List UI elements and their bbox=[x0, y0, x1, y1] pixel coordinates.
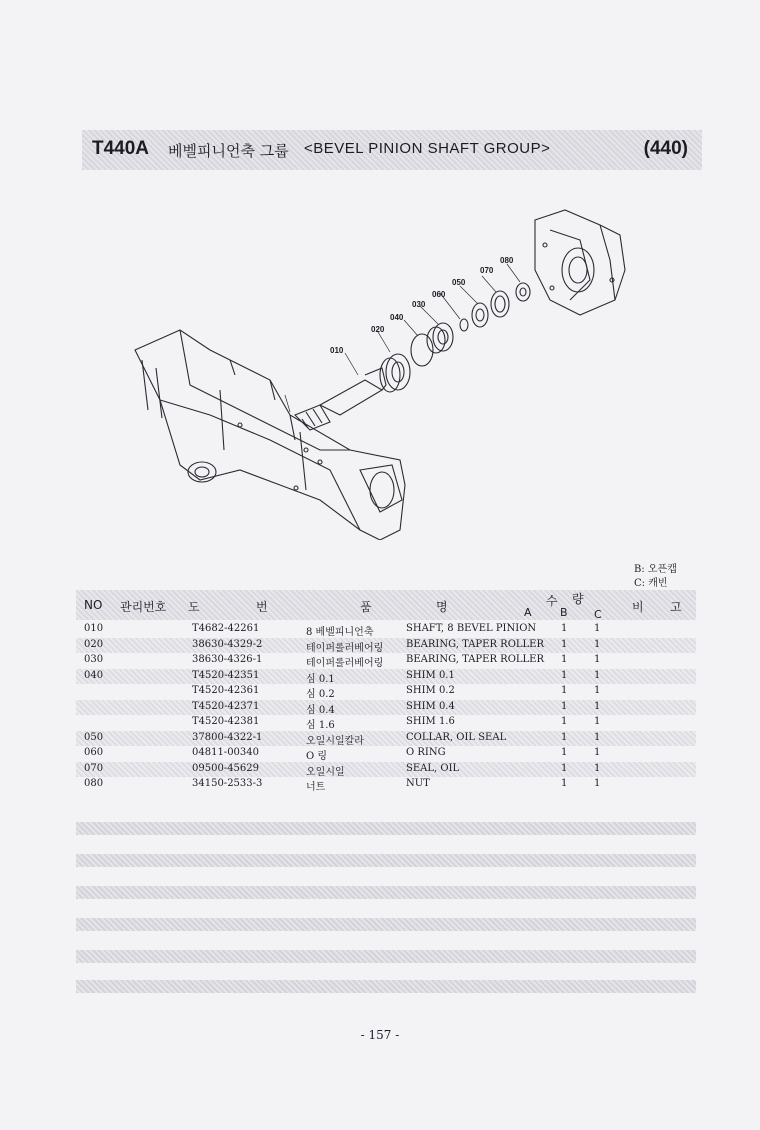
table-row bbox=[76, 777, 696, 792]
row-qty-b: 1 bbox=[561, 638, 568, 650]
table-row bbox=[76, 731, 696, 746]
row-qty-c: 1 bbox=[594, 685, 601, 696]
row-no: 030 bbox=[84, 654, 104, 665]
header-col-a: A bbox=[524, 606, 532, 619]
row-part-number: T4520-42361 bbox=[192, 685, 260, 696]
row-no: 010 bbox=[84, 623, 104, 634]
table-row bbox=[76, 746, 696, 761]
empty-row bbox=[76, 886, 696, 899]
row-qty-b: 1 bbox=[561, 700, 568, 712]
empty-row bbox=[76, 950, 696, 963]
callout-080: 080 bbox=[500, 256, 514, 265]
group-title-english: <BEVEL PINION SHAFT GROUP> bbox=[304, 140, 551, 157]
bevel-pinion-shaft bbox=[320, 380, 382, 415]
nut-080 bbox=[516, 283, 530, 301]
table-row bbox=[76, 622, 696, 637]
header-remarks-bi: 비 bbox=[632, 600, 644, 614]
row-name-korean: 8 베벨피니언축 bbox=[306, 627, 374, 638]
row-part-number: 37800-4322-1 bbox=[192, 731, 263, 743]
callout-070: 070 bbox=[480, 266, 494, 275]
row-name-korean: 심 0.4 bbox=[306, 704, 335, 716]
header-qty-su: 수 bbox=[546, 594, 558, 608]
row-no: 020 bbox=[84, 638, 104, 650]
row-qty-c: 1 bbox=[594, 654, 601, 665]
row-qty-c: 1 bbox=[594, 731, 601, 743]
row-part-number: 09500-45629 bbox=[192, 762, 260, 774]
row-no: 050 bbox=[84, 731, 104, 743]
row-qty-c: 1 bbox=[594, 669, 601, 681]
group-title-korean: 베벨피니언축 그룹 bbox=[168, 142, 289, 160]
row-no: 040 bbox=[84, 669, 104, 681]
row-name-korean: 오일시일칼라 bbox=[306, 735, 364, 747]
header-remarks-go: 고 bbox=[670, 600, 682, 614]
empty-row bbox=[76, 918, 696, 931]
callout-020: 020 bbox=[371, 325, 385, 334]
row-name-korean: O 링 bbox=[306, 751, 328, 762]
row-part-number: 38630-4326-1 bbox=[192, 654, 263, 665]
row-name-korean: 오일시일 bbox=[306, 766, 345, 778]
row-name-english: SHAFT, 8 BEVEL PINION bbox=[406, 623, 537, 634]
row-qty-b: 1 bbox=[561, 731, 568, 743]
title-bar bbox=[82, 130, 702, 170]
header-qty-ryang: 량 bbox=[572, 592, 584, 606]
row-qty-b: 1 bbox=[561, 716, 568, 727]
row-qty-b: 1 bbox=[561, 762, 568, 774]
callout-010: 010 bbox=[330, 346, 344, 355]
empty-row bbox=[76, 822, 696, 835]
row-qty-b: 1 bbox=[561, 778, 568, 789]
table-row bbox=[76, 715, 696, 730]
callout-030: 030 bbox=[412, 300, 426, 309]
row-name-korean: 심 0.1 bbox=[306, 673, 335, 685]
row-qty-c: 1 bbox=[594, 623, 601, 634]
row-name-english: BEARING, TAPER ROLLER bbox=[406, 654, 545, 665]
exploded-parts-diagram bbox=[120, 200, 640, 540]
row-name-english: O RING bbox=[406, 747, 446, 758]
row-name-korean: 테이퍼롤러베어링 bbox=[306, 642, 384, 654]
table-row bbox=[76, 653, 696, 668]
row-part-number: T4520-42351 bbox=[192, 669, 260, 681]
row-part-number: T4520-42371 bbox=[192, 700, 260, 712]
group-code: T440A bbox=[92, 138, 150, 159]
row-part-number: 34150-2533-3 bbox=[192, 778, 263, 789]
legend-b: B: 오픈캡 bbox=[634, 564, 677, 575]
row-part-number: 04811-00340 bbox=[192, 747, 260, 758]
row-name-english: BEARING, TAPER ROLLER bbox=[406, 638, 545, 650]
row-part-number: 38630-4329-2 bbox=[192, 638, 263, 650]
row-name-english: COLLAR, OIL SEAL bbox=[406, 731, 507, 743]
row-name-english: SHIM 0.4 bbox=[406, 700, 455, 712]
row-name-english: NUT bbox=[406, 778, 430, 789]
row-part-number: T4520-42381 bbox=[192, 716, 260, 727]
row-qty-c: 1 bbox=[594, 638, 601, 650]
row-name-korean: 너트 bbox=[306, 782, 326, 793]
o-ring-060 bbox=[460, 319, 468, 331]
row-qty-b: 1 bbox=[561, 669, 568, 681]
table-row bbox=[76, 684, 696, 699]
header-name-myeong: 명 bbox=[436, 600, 448, 614]
header-no: NO bbox=[84, 598, 103, 612]
legend-c: C: 캐빈 bbox=[634, 578, 668, 589]
group-number: (440) bbox=[643, 138, 688, 159]
parts-table-header bbox=[76, 590, 696, 620]
row-name-korean: 심 0.2 bbox=[306, 689, 335, 700]
table-row bbox=[76, 638, 696, 653]
row-no: 060 bbox=[84, 747, 104, 758]
row-qty-c: 1 bbox=[594, 778, 601, 789]
callout-050: 050 bbox=[452, 278, 466, 287]
page-number: - 157 - bbox=[360, 1028, 400, 1042]
row-no: 070 bbox=[84, 762, 104, 774]
header-mgmt-no: 관리번호 bbox=[120, 600, 167, 614]
row-no: 080 bbox=[84, 778, 104, 789]
empty-row bbox=[76, 854, 696, 867]
row-qty-b: 1 bbox=[561, 623, 568, 634]
table-row bbox=[76, 669, 696, 684]
row-name-english: SHIM 0.2 bbox=[406, 685, 455, 696]
header-col-b: B bbox=[560, 606, 568, 619]
axle-housing bbox=[135, 330, 405, 540]
row-name-english: SHIM 1.6 bbox=[406, 716, 455, 727]
row-qty-c: 1 bbox=[594, 762, 601, 774]
collar-050 bbox=[472, 303, 488, 327]
header-part-beon: 번 bbox=[256, 600, 268, 614]
row-qty-c: 1 bbox=[594, 716, 601, 727]
empty-row bbox=[76, 980, 696, 993]
row-name-english: SHIM 0.1 bbox=[406, 669, 455, 681]
front-housing bbox=[535, 210, 625, 315]
row-qty-b: 1 bbox=[561, 685, 568, 696]
callout-060: 060 bbox=[432, 290, 446, 299]
header-part-do: 도 bbox=[188, 600, 200, 614]
table-row bbox=[76, 700, 696, 715]
row-qty-c: 1 bbox=[594, 700, 601, 712]
row-part-number: T4682-42261 bbox=[192, 623, 260, 634]
row-qty-c: 1 bbox=[594, 747, 601, 758]
row-name-korean: 심 1.6 bbox=[306, 720, 335, 731]
header-name-pum: 품 bbox=[360, 600, 372, 614]
table-row bbox=[76, 762, 696, 777]
row-name-english: SEAL, OIL bbox=[406, 762, 460, 774]
header-col-c: C bbox=[594, 608, 602, 621]
row-qty-b: 1 bbox=[561, 747, 568, 758]
row-name-korean: 테이퍼롤러베어링 bbox=[306, 658, 384, 669]
callout-040: 040 bbox=[390, 313, 404, 322]
row-qty-b: 1 bbox=[561, 654, 568, 665]
oil-seal-070 bbox=[491, 291, 509, 317]
